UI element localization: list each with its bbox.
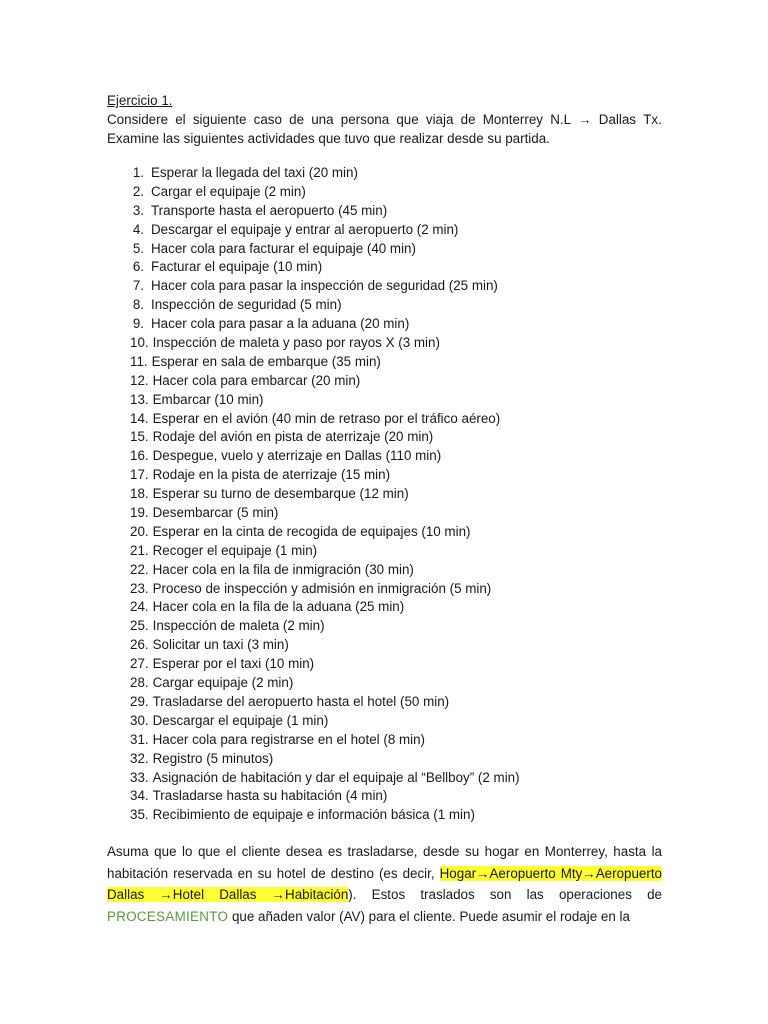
list-item-text: Esperar en el avión (40 min de retraso por el tráfico aéreo) <box>152 410 501 426</box>
list-item-text: Inspección de maleta (2 min) <box>152 618 325 634</box>
list-item-number: 21. <box>130 542 149 558</box>
list-item-number: 29. <box>130 693 149 709</box>
list-item-number: 31. <box>130 731 149 747</box>
list-item-number: 19. <box>130 505 149 521</box>
list-item-number: 10. <box>130 335 149 351</box>
list-item <box>107 712 662 731</box>
closing-paragraph <box>107 841 662 927</box>
list-item-number: 6. <box>132 259 144 275</box>
list-item <box>107 787 662 806</box>
intro-word: → <box>578 112 592 127</box>
list-item-text: Descargar el equipaje y entrar al aeropuerto (2 min) <box>151 221 459 237</box>
list-item-text: Despegue, vuelo y aterrizaje en Dallas (110 min) <box>152 448 442 464</box>
list-item-number: 14. <box>130 410 149 426</box>
list-item-number: 33. <box>130 769 149 785</box>
list-item <box>107 334 662 353</box>
closing-text-c: que añaden valor (AV) para el cliente. Puede asumir el rodaje en la <box>228 908 630 924</box>
list-item <box>107 258 662 277</box>
list-item-text: Inspección de maleta y paso por rayos X (3 min) <box>152 335 440 351</box>
list-item-text: Solicitar un taxi (3 min) <box>152 637 289 653</box>
intro-word: Considere <box>107 112 169 127</box>
list-item <box>107 164 662 183</box>
list-item <box>107 353 662 372</box>
list-item <box>107 542 662 561</box>
list-item <box>107 674 662 693</box>
list-item <box>107 561 662 580</box>
list-item <box>107 636 662 655</box>
list-item-text: Esperar la llegada del taxi (20 min) <box>151 165 358 180</box>
list-item-text: Inspección de seguridad (5 min) <box>151 297 342 313</box>
list-item-text: Cargar el equipaje (2 min) <box>151 183 306 199</box>
intro-line-1 <box>107 110 662 129</box>
intro-word: N.L <box>550 112 572 127</box>
list-item-text: Rodaje en la pista de aterrizaje (15 min) <box>152 467 391 483</box>
intro-word: Monterrey <box>482 112 543 127</box>
list-item-number: 7. <box>132 278 144 294</box>
list-item <box>107 315 662 334</box>
intro-word: el <box>175 112 186 127</box>
list-item-text: Facturar el equipaje (10 min) <box>151 259 323 275</box>
list-item-number: 30. <box>130 712 149 728</box>
list-item-number: 27. <box>130 656 149 672</box>
list-item-number: 32. <box>130 750 149 766</box>
list-item <box>107 372 662 391</box>
list-item-number: 4. <box>132 221 144 237</box>
document-page <box>107 91 662 927</box>
list-item <box>107 598 662 617</box>
list-item-text: Recoger el equipaje (1 min) <box>152 542 318 558</box>
list-item-number: 28. <box>130 675 149 691</box>
closing-text-a: Asuma que lo que el cliente desea es trasladarse, desde su hogar en Monterrey, hasta la habitación reservada en su hotel de destino (es decir, <box>107 844 662 881</box>
list-item <box>107 447 662 466</box>
list-item <box>107 769 662 788</box>
exercise-title: Ejercicio 1. <box>107 93 173 108</box>
list-item-text: Cargar equipaje (2 min) <box>152 675 294 691</box>
list-item <box>107 750 662 769</box>
list-item-number: 24. <box>130 599 149 615</box>
intro-word: de <box>460 112 476 127</box>
list-item-text: Rodaje del avión en pista de aterrizaje (20 min) <box>152 429 434 445</box>
list-item-text: Proceso de inspección y admisión en inmigración (5 min) <box>152 580 492 596</box>
activity-list <box>107 164 662 825</box>
list-item <box>107 240 662 259</box>
list-item-text: Recibimiento de equipaje e información básica (1 min) <box>152 807 475 823</box>
list-item-number: 8. <box>132 297 144 313</box>
list-item-text: Trasladarse del aeropuerto hasta el hotel (50 min) <box>152 693 450 709</box>
list-item-text: Hacer cola en la fila de la aduana (25 min) <box>152 599 405 615</box>
intro-word: Tx. <box>643 112 662 127</box>
intro-word: Dallas <box>598 112 637 127</box>
list-item-text: Esperar por el taxi (10 min) <box>152 656 315 672</box>
list-item <box>107 202 662 221</box>
list-item <box>107 504 662 523</box>
list-item <box>107 277 662 296</box>
list-item-number: 2. <box>132 183 144 199</box>
list-item-text: Esperar en la cinta de recogida de equipajes (10 min) <box>152 523 471 539</box>
list-item <box>107 221 662 240</box>
list-item-text: Hacer cola para pasar a la aduana (20 min) <box>151 316 410 332</box>
list-item-number: 25. <box>130 618 149 634</box>
list-item-number: 26. <box>130 637 149 653</box>
list-item <box>107 296 662 315</box>
list-item-text: Esperar su turno de desembarque (12 min) <box>152 486 409 502</box>
intro-paragraph <box>107 110 662 148</box>
list-item <box>107 806 662 825</box>
list-item-number: 15. <box>130 429 149 445</box>
list-item-number: 34. <box>130 788 149 804</box>
list-item-text: Hacer cola para facturar el equipaje (40 min) <box>151 240 416 256</box>
intro-word: viaja <box>425 112 454 127</box>
list-item-text: Hacer cola para pasar la inspección de seguridad (25 min) <box>151 278 498 294</box>
intro-line-2: Examine las siguientes actividades que tuvo que realizar desde su partida. <box>107 131 550 146</box>
list-item <box>107 485 662 504</box>
list-item-number: 3. <box>132 202 144 218</box>
list-item <box>107 693 662 712</box>
list-item <box>107 428 662 447</box>
list-item <box>107 391 662 410</box>
list-item-text: Asignación de habitación y dar el equipaje al “Bellboy” (2 min) <box>152 769 520 785</box>
list-item <box>107 523 662 542</box>
intro-word: que <box>396 112 419 127</box>
list-item-text: Trasladarse hasta su habitación (4 min) <box>152 788 388 804</box>
list-item-number: 17. <box>130 467 149 483</box>
list-item <box>107 617 662 636</box>
list-item <box>107 655 662 674</box>
closing-text-b: ). Estos traslados son las operaciones de <box>348 887 662 903</box>
list-item-text: Hacer cola para registrarse en el hotel (8 min) <box>152 731 426 747</box>
list-item-text: Embarcar (10 min) <box>152 391 264 407</box>
list-item-number: 16. <box>130 448 149 464</box>
list-item-number: 13. <box>130 391 149 407</box>
list-item-text: Desembarcar (5 min) <box>152 505 279 521</box>
list-item-text: Registro (5 minutos) <box>152 750 274 766</box>
list-item <box>107 731 662 750</box>
list-item-number: 18. <box>130 486 149 502</box>
list-item-text: Descargar el equipaje (1 min) <box>152 712 329 728</box>
intro-word: de <box>289 112 305 127</box>
intro-word: caso <box>253 112 282 127</box>
list-item-text: Esperar en sala de embarque (35 min) <box>151 353 381 369</box>
list-item-number: 23. <box>130 580 149 596</box>
list-item-text: Hacer cola en la fila de inmigración (30 min) <box>152 561 414 577</box>
list-item-text: Transporte hasta el aeropuerto (45 min) <box>151 202 388 218</box>
procesamiento-term: PROCESAMIENTO <box>107 908 229 924</box>
list-item <box>107 183 662 202</box>
list-item-number: 22. <box>130 561 149 577</box>
list-item-number: 1. <box>132 165 144 180</box>
list-item-number: 20. <box>130 523 149 539</box>
list-item-text: Hacer cola para embarcar (20 min) <box>152 372 361 388</box>
list-item-number: 11. <box>130 353 148 369</box>
list-item-number: 35. <box>130 807 149 823</box>
intro-word: una <box>311 112 334 127</box>
list-item <box>107 580 662 599</box>
list-item-number: 9. <box>132 316 144 332</box>
list-item-number: 12. <box>130 372 149 388</box>
intro-word: persona <box>340 112 390 127</box>
list-item <box>107 410 662 429</box>
list-item <box>107 466 662 485</box>
intro-word: siguiente <box>192 112 247 127</box>
list-item-number: 5. <box>132 240 144 256</box>
route-highlight: Hogar→Aeropuerto Mty→Aeropuerto Dallas →Hotel Dallas →Habitación <box>107 865 662 903</box>
